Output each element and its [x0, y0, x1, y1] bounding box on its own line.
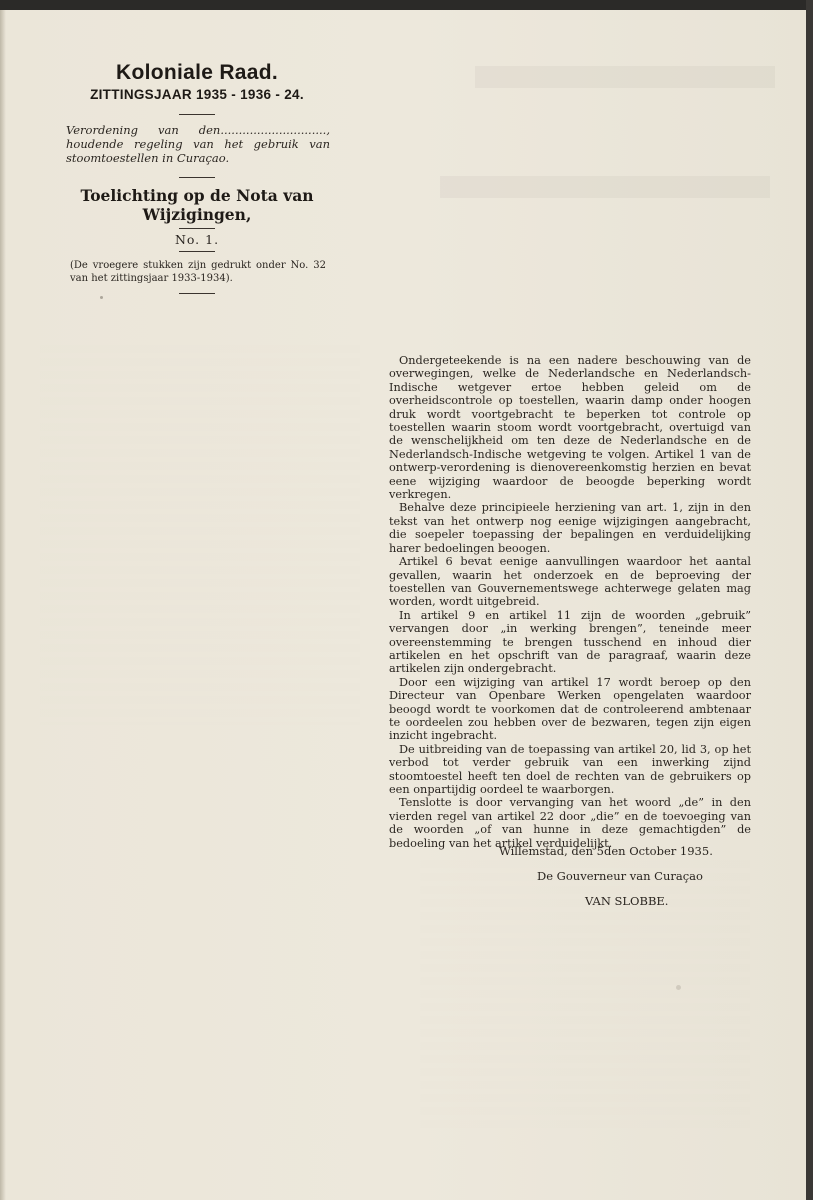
- scan-speck: [100, 296, 103, 299]
- header-rule-5: [179, 293, 215, 294]
- scan-border-top: [0, 0, 813, 10]
- header-rule-2: [179, 177, 215, 178]
- bleed-through-title: [475, 66, 775, 88]
- signatory-role: De Gouverneur van Curaçao: [537, 869, 703, 883]
- signatory-name: VAN SLOBBE.: [585, 894, 669, 908]
- document-heading-line-1: Toelichting op de Nota van: [80, 186, 314, 205]
- bleed-through-heading: [440, 176, 770, 198]
- ordinance-description: Verordening van den............................., houdende regeling van het gebruik van stoomtoestellen in Curaçao.: [66, 123, 330, 165]
- document-header: [62, 60, 332, 302]
- explanation-body: [389, 354, 751, 850]
- council-title: Koloniale Raad.: [115, 61, 279, 84]
- document-number: No. 1.: [174, 232, 220, 247]
- bleed-through-column: [40, 345, 360, 725]
- header-rule-1: [179, 114, 215, 115]
- document-heading-line-2: Wijzigingen,: [142, 205, 252, 224]
- paragraph-5: Door een wijziging van artikel 17 wordt beroep op den Directeur van Openbare Werken opengelaten waardoor beoogd wordt te voorkomen dat de controleerend ambtenaar te oordeelen zou hebben over de bezwaren, tegen zijn eigen inzicht ingebracht.: [389, 675, 751, 743]
- header-rule-4: [179, 251, 215, 252]
- paragraph-4: In artikel 9 en artikel 11 zijn de woorden „gebruik” vervangen door „in werking brengen”, teneinde meer overeenstemming te brengen tusschend en inhoud dier artikelen en het opschrift van de paragraaf, waarin deze artikelen zijn ondergebracht.: [389, 608, 751, 676]
- scan-speck: [676, 985, 681, 990]
- previous-documents-note: (De vroegere stukken zijn gedrukt onder No. 32 van het zittingsjaar 1933-1934).: [70, 260, 326, 284]
- paragraph-2: Behalve deze principieele herziening van art. 1, zijn in den tekst van het ontwerp nog eenige wijzigingen aangebracht, die soepeler toepassing der bepalingen en verduidelijking harer bedoelingen beoogen.: [389, 501, 751, 555]
- page-fold-shadow: [0, 10, 6, 1200]
- paragraph-3: Artikel 6 bevat eenige aanvullingen waardoor het aantal gevallen, waarin het onderzoek en de beproeving der toestellen van Gouvernementswege achterwege gelaten mag worden, wordt uitgebreid.: [389, 555, 751, 609]
- paragraph-7: Tenslotte is door vervanging van het woord „de” in den vierden regel van artikel 22 door „die” en de toevoeging van de woorden „of van hunne in deze gemachtigden” de bedoeling van het artikel verduidelijkt.: [389, 796, 751, 850]
- scan-border-right: [806, 0, 813, 1200]
- paragraph-6: De uitbreiding van de toepassing van artikel 20, lid 3, op het verbod tot verder gebruik van een inwerking zijnd stoomtoestel heeft ten doel de rechten van de gebruikers op een onpartijdig oordeel te waarborgen.: [389, 742, 751, 796]
- header-rule-3: [179, 228, 215, 229]
- paragraph-1: Ondergeteekende is na een nadere beschouwing van de overwegingen, welke de Nederlandsche en Nederlandsch-Indische wetgever ertoe hebben geleid om de overheidscontrole op toestellen, waarin damp onder hoogen druk wordt voortgebracht te beperken tot controle op toestellen waarin stoom wordt voortgebracht, overtuigd van de wenschelijkheid om ten deze de Nederlandsche en de Nederlandsch-Indische wetgeving te volgen. Artikel 1 van de ontwerp-verordening is dienovereenkomstig herzien en bevat eene wijziging waardoor de beoogde beperking wordt verkregen.: [389, 354, 751, 502]
- session-year: ZITTINGSJAAR 1935 - 1936 - 24.: [90, 87, 304, 102]
- place-date: Willemstad, den 5den October 1935.: [499, 844, 713, 858]
